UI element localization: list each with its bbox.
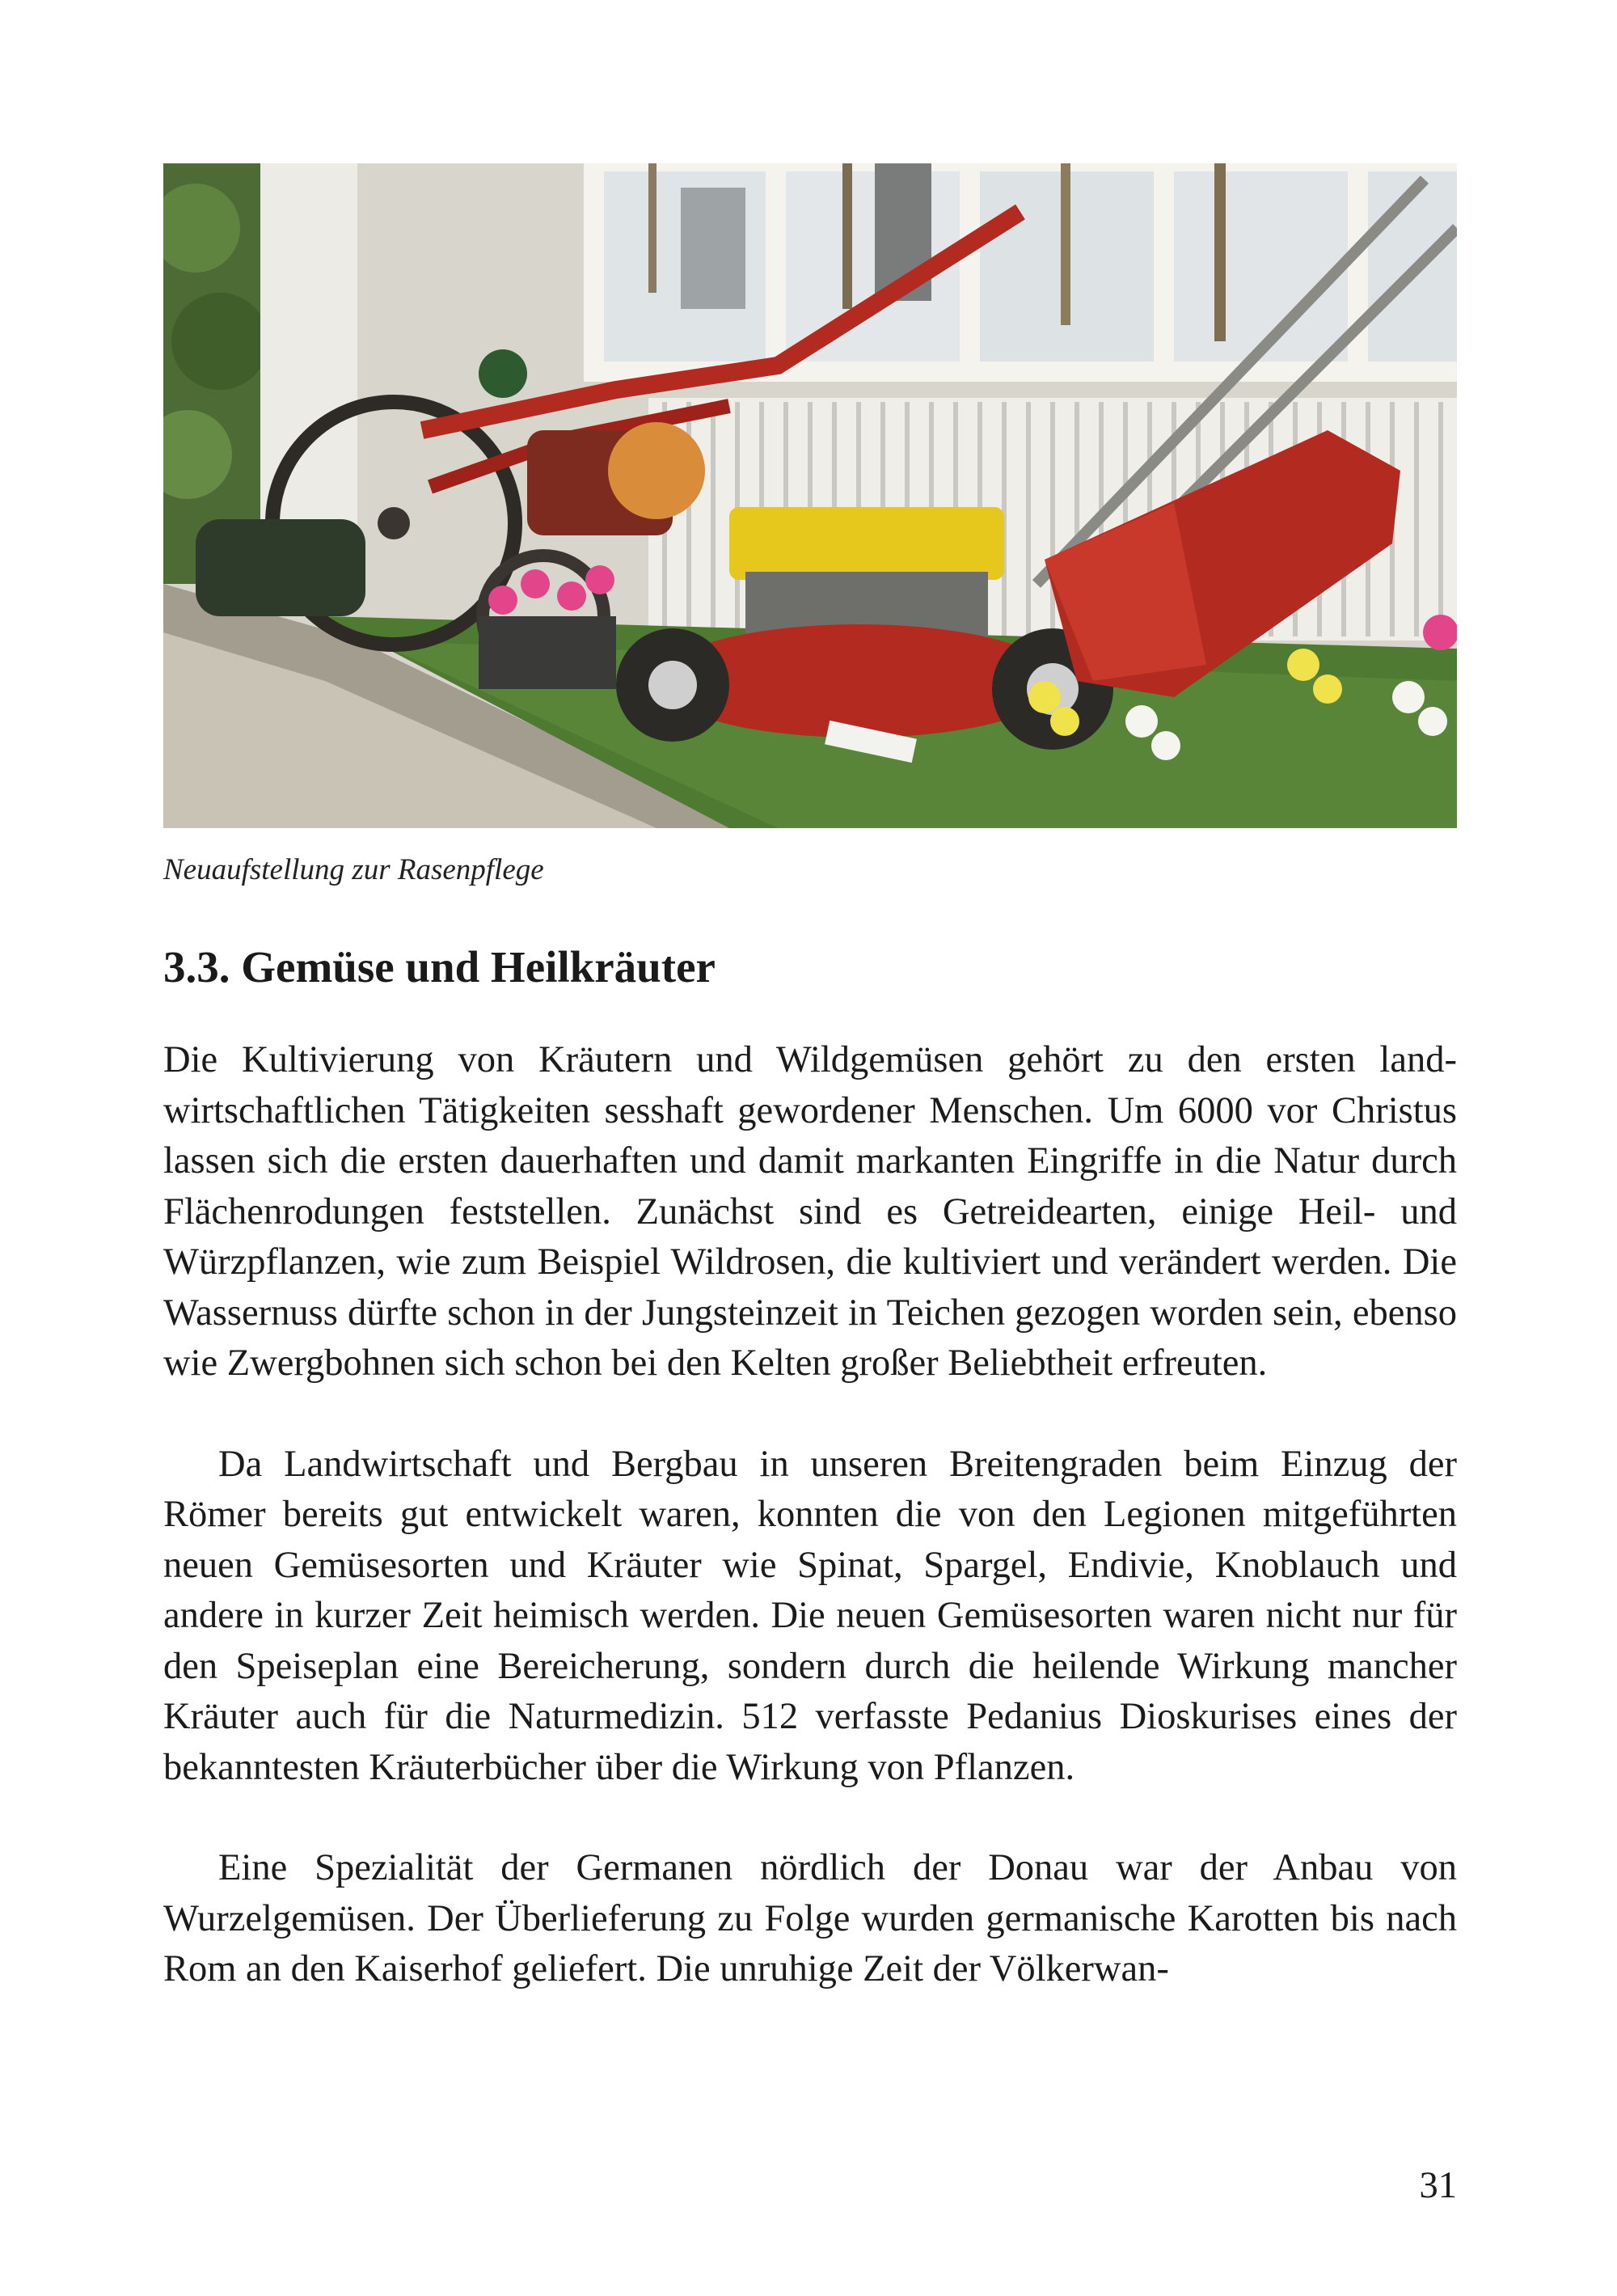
body-text (163, 1035, 1457, 2045)
paragraph-1: Die Kultivierung von Kräutern und Wildgemüsen gehört zu den ersten landwirtschaftlichen Tätigkeiten sesshaft gewordener Menschen. Um 6000 vor Christus lassen sich die ersten dauerhaften und damit markanten Eingriffe in die Natur durch Flächenrodungen feststellen. Zunächst sind es Getreidearten, einige Heil- und Würzpflanzen, wie zum Beispiel Wildrosen, die kultiviert und verändert werden. Die Wassernuss dürfte schon in der Jungsteinzeit in Teichen gezogen worden sein, ebenso wie Zwergbohnen sich schon bei den Kelten großer Beliebtheit erfreuten. (163, 1039, 1457, 1384)
page-number: 31 (1419, 2165, 1457, 2206)
section-heading: 3.3. Gemüse und Heilkräuter (163, 942, 716, 992)
paragraph-3: Eine Spezialität der Germanen nördlich der Donau war der Anbau von Wurzelgemüsen. Der Überlieferung zu Folge wurden germanische Karotten bis nach Rom an den Kaiserhof geliefert. Die unruhige Zeit der Völkerwan- (163, 1847, 1457, 1989)
paragraph-2: Da Landwirtschaft und Bergbau in unseren Breitengraden beim Einzug der Römer bereits gut entwickelt waren, konnten die von den Legionen mitgeführten neuen Gemüsesorten und Kräuter wie Spinat, Spargel, Endivie, Knoblauch und andere in kurzer Zeit heimisch werden. Die neuen Gemüsesorten waren nicht nur für den Speiseplan eine Bereicherung, sondern durch die heilende Wirkung mancher Kräuter auch für die Naturmedizin. 512 verfasste Pedanius Dioskurises eines der bekanntesten Kräuterbücher über die Wirkung von Pflanzen. (163, 1443, 1457, 1788)
exhibit-photo (163, 163, 1457, 828)
figure-caption: Neuaufstellung zur Rasenpflege (163, 853, 544, 886)
